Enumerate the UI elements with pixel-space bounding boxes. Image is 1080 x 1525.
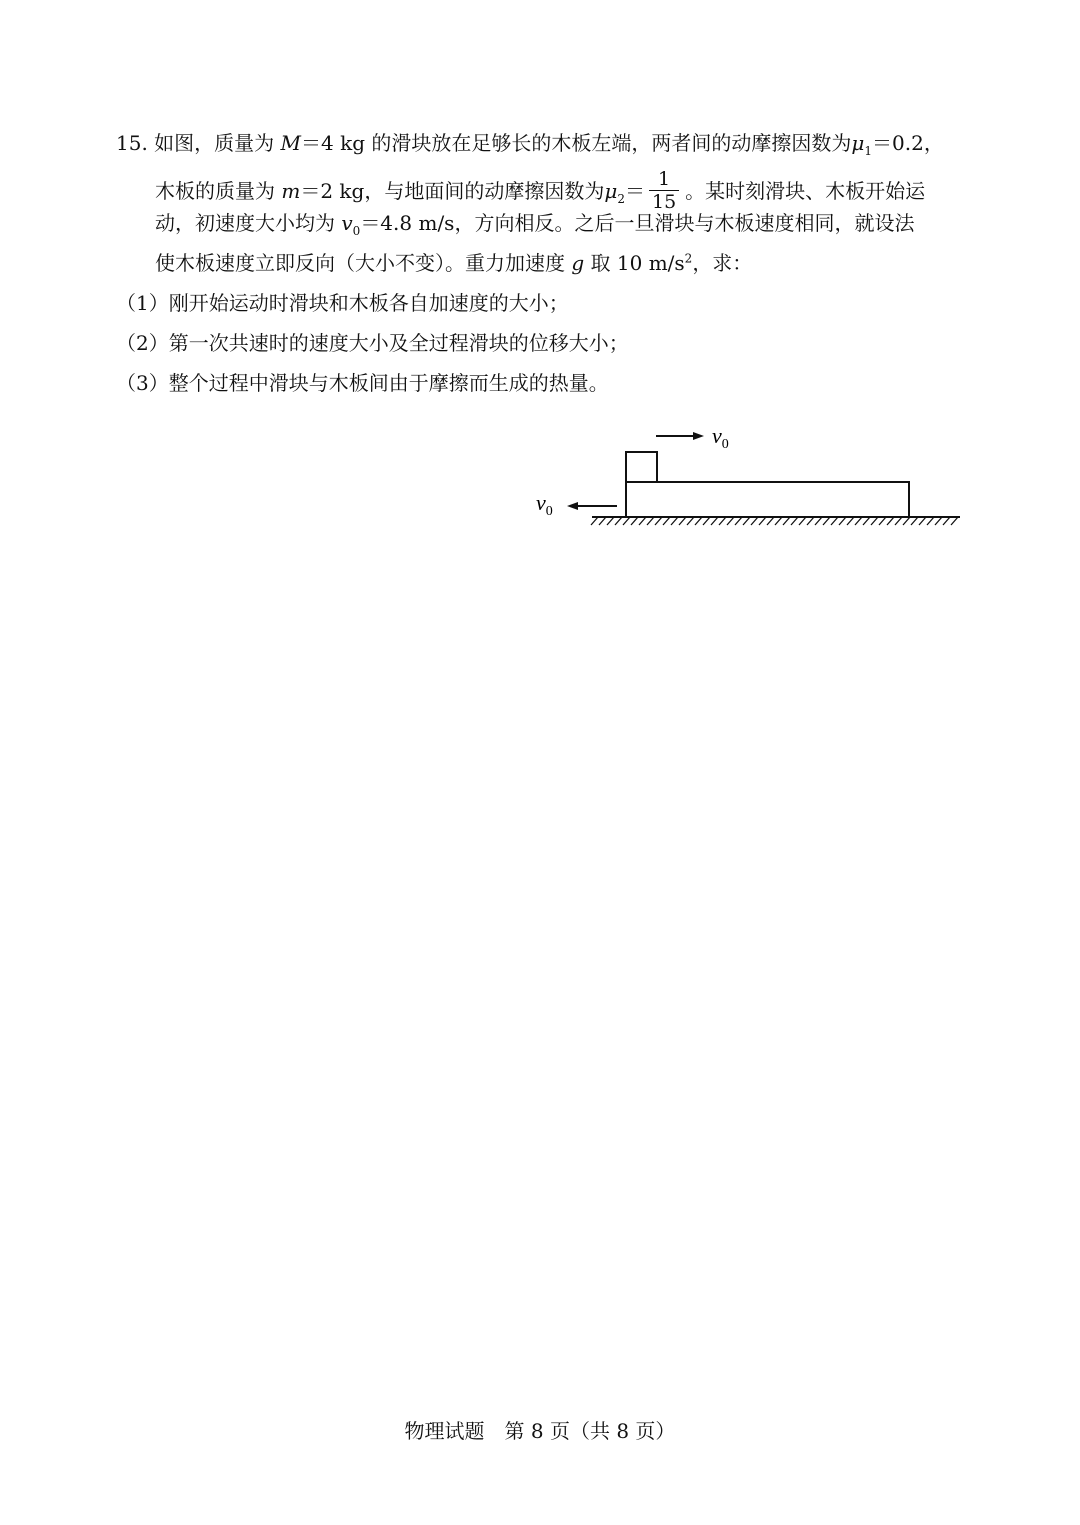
question-number: 15. xyxy=(116,131,148,155)
hatch-mark xyxy=(823,517,830,525)
hatch-mark xyxy=(591,517,598,525)
hatch-mark xyxy=(847,517,854,525)
hatch-mark xyxy=(679,517,686,525)
question-line-3 xyxy=(155,210,914,236)
var-mu: μ xyxy=(604,179,618,203)
question-line-1 xyxy=(116,130,944,156)
hatch-mark xyxy=(607,517,614,525)
hatch-mark xyxy=(935,517,942,525)
hatch-mark xyxy=(623,517,630,525)
hatch-mark xyxy=(743,517,750,525)
hatch-mark xyxy=(719,517,726,525)
hatch-mark xyxy=(695,517,702,525)
hatch-mark xyxy=(799,517,806,525)
sub-question-3: （3）整个过程中滑块与木板间由于摩擦而生成的热量。 xyxy=(116,371,609,395)
wooden-board xyxy=(626,482,909,517)
var-v: v xyxy=(341,211,353,235)
hatch-mark xyxy=(703,517,710,525)
hatch-mark xyxy=(711,517,718,525)
board-velocity-arrowhead xyxy=(567,502,578,510)
fraction-numerator: 1 xyxy=(649,168,679,191)
var-M: M xyxy=(280,131,302,155)
text: ，求： xyxy=(692,251,753,275)
hatch-mark xyxy=(839,517,846,525)
text: 取 10 m/s xyxy=(584,251,685,275)
subscript: 1 xyxy=(864,144,873,158)
fraction xyxy=(649,168,679,213)
text: 如图，质量为 xyxy=(154,131,281,155)
var-m: m xyxy=(281,179,301,203)
text: ＝4 kg 的滑块放在足够长的木板左端，两者间的动摩擦因数为 xyxy=(301,131,852,155)
text: ＝0.2， xyxy=(872,131,944,155)
hatch-mark xyxy=(639,517,646,525)
hatch-mark xyxy=(647,517,654,525)
var-g: g xyxy=(571,251,585,275)
hatch-mark xyxy=(951,517,958,525)
block-velocity-arrowhead xyxy=(693,432,704,440)
text: 动，初速度大小均为 xyxy=(155,211,342,235)
sub-question-2: （2）第一次共速时的速度大小及全过程滑块的位移大小； xyxy=(116,331,629,355)
hatch-mark xyxy=(791,517,798,525)
hatch-mark xyxy=(871,517,878,525)
board-velocity-label: $v_0$ xyxy=(536,490,553,519)
ground-hatching xyxy=(591,517,958,525)
page-footer: 物理试题 第 8 页（共 8 页） xyxy=(404,1419,676,1443)
text: 。某时刻滑块、木板开始运 xyxy=(685,179,926,203)
fraction-denominator: 15 xyxy=(651,191,677,213)
hatch-mark xyxy=(863,517,870,525)
hatch-mark xyxy=(671,517,678,525)
subscript: 0 xyxy=(352,224,361,238)
text: ＝ xyxy=(624,179,645,203)
hatch-mark xyxy=(615,517,622,525)
subscript: 2 xyxy=(617,192,625,206)
hatch-mark xyxy=(663,517,670,525)
hatch-mark xyxy=(855,517,862,525)
hatch-mark xyxy=(599,517,606,525)
block-velocity-label: $v_0$ xyxy=(712,423,729,452)
text: 木板的质量为 xyxy=(155,179,282,203)
hatch-mark xyxy=(631,517,638,525)
slider-block xyxy=(626,452,657,482)
hatch-mark xyxy=(815,517,822,525)
hatch-mark xyxy=(807,517,814,525)
hatch-mark xyxy=(751,517,758,525)
var-mu: μ xyxy=(851,131,865,155)
hatch-mark xyxy=(727,517,734,525)
hatch-mark xyxy=(879,517,886,525)
hatch-mark xyxy=(687,517,694,525)
sub-question-1: （1）刚开始运动时滑块和木板各自加速度的大小； xyxy=(116,291,569,315)
block-board-diagram xyxy=(520,415,980,535)
hatch-mark xyxy=(831,517,838,525)
hatch-mark xyxy=(783,517,790,525)
superscript: 2 xyxy=(684,251,693,266)
hatch-mark xyxy=(911,517,918,525)
hatch-mark xyxy=(767,517,774,525)
text: ＝2 kg，与地面间的动摩擦因数为 xyxy=(300,179,605,203)
hatch-mark xyxy=(735,517,742,525)
hatch-mark xyxy=(655,517,662,525)
question-line-4 xyxy=(155,250,752,276)
hatch-mark xyxy=(927,517,934,525)
hatch-mark xyxy=(895,517,902,525)
text: ＝4.8 m/s，方向相反。之后一旦滑块与木板速度相同，就设法 xyxy=(360,211,915,235)
hatch-mark xyxy=(943,517,950,525)
hatch-mark xyxy=(919,517,926,525)
text: 使木板速度立即反向（大小不变）。重力加速度 xyxy=(155,251,572,275)
hatch-mark xyxy=(903,517,910,525)
hatch-mark xyxy=(759,517,766,525)
hatch-mark xyxy=(775,517,782,525)
question-line-2 xyxy=(155,170,925,215)
hatch-mark xyxy=(887,517,894,525)
